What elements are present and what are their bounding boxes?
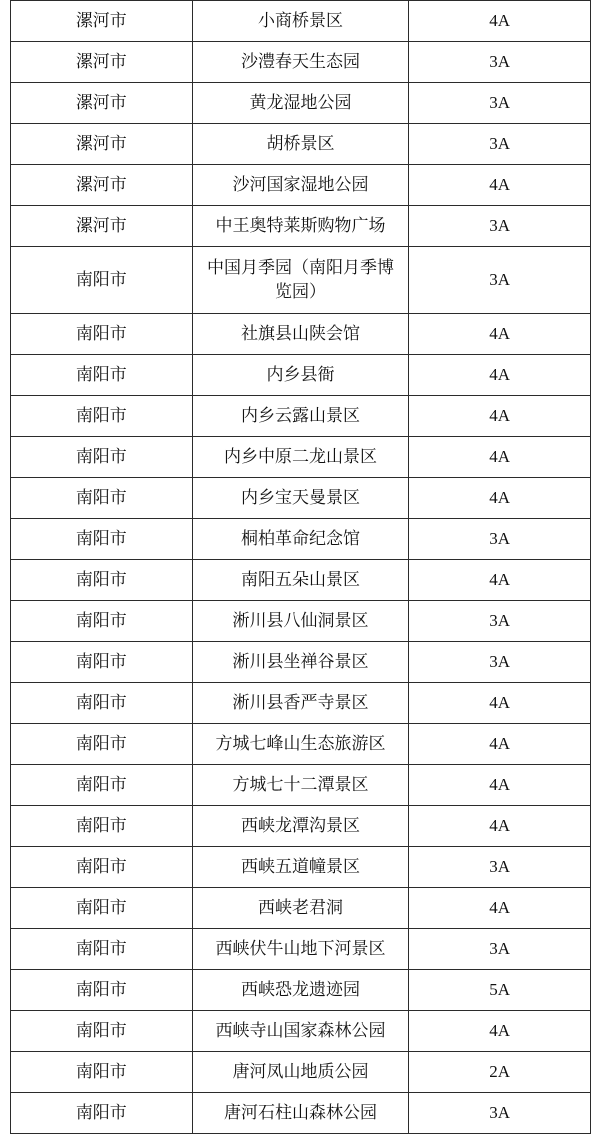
table-row bbox=[11, 847, 591, 888]
table-row bbox=[11, 1, 591, 42]
city-cell: 南阳市 bbox=[11, 765, 193, 806]
scenic-name-cell: 内乡云露山景区 bbox=[192, 396, 409, 437]
city-cell: 南阳市 bbox=[11, 642, 193, 683]
table-row bbox=[11, 642, 591, 683]
grade-cell: 4A bbox=[409, 437, 591, 478]
scenic-name-cell: 唐河石柱山森林公园 bbox=[192, 1093, 409, 1134]
city-cell: 南阳市 bbox=[11, 396, 193, 437]
scenic-name-cell: 内乡县衙 bbox=[192, 355, 409, 396]
scenic-name-cell: 小商桥景区 bbox=[192, 1, 409, 42]
city-cell: 南阳市 bbox=[11, 847, 193, 888]
scenic-name-cell: 南阳五朵山景区 bbox=[192, 560, 409, 601]
table-row bbox=[11, 124, 591, 165]
scenic-area-table-body bbox=[11, 1, 591, 1134]
scenic-name-cell: 淅川县八仙洞景区 bbox=[192, 601, 409, 642]
table-row bbox=[11, 560, 591, 601]
grade-cell: 4A bbox=[409, 1, 591, 42]
grade-cell: 3A bbox=[409, 247, 591, 314]
grade-cell: 4A bbox=[409, 396, 591, 437]
scenic-name-cell: 西峡寺山国家森林公园 bbox=[192, 1011, 409, 1052]
scenic-name-cell: 西峡伏牛山地下河景区 bbox=[192, 929, 409, 970]
scenic-name-cell: 西峡龙潭沟景区 bbox=[192, 806, 409, 847]
table-row bbox=[11, 396, 591, 437]
scenic-name-cell: 淅川县香严寺景区 bbox=[192, 683, 409, 724]
scenic-name-cell: 中王奥特莱斯购物广场 bbox=[192, 206, 409, 247]
grade-cell: 4A bbox=[409, 724, 591, 765]
city-cell: 漯河市 bbox=[11, 1, 193, 42]
scenic-area-table bbox=[10, 0, 591, 1134]
city-cell: 南阳市 bbox=[11, 970, 193, 1011]
scenic-name-cell: 社旗县山陕会馆 bbox=[192, 314, 409, 355]
city-cell: 南阳市 bbox=[11, 1093, 193, 1134]
table-row bbox=[11, 83, 591, 124]
scenic-name-cell: 黄龙湿地公园 bbox=[192, 83, 409, 124]
grade-cell: 2A bbox=[409, 1052, 591, 1093]
city-cell: 漯河市 bbox=[11, 124, 193, 165]
grade-cell: 4A bbox=[409, 478, 591, 519]
table-row bbox=[11, 437, 591, 478]
city-cell: 南阳市 bbox=[11, 806, 193, 847]
city-cell: 南阳市 bbox=[11, 1011, 193, 1052]
grade-cell: 4A bbox=[409, 165, 591, 206]
grade-cell: 4A bbox=[409, 355, 591, 396]
city-cell: 南阳市 bbox=[11, 724, 193, 765]
city-cell: 南阳市 bbox=[11, 601, 193, 642]
grade-cell: 4A bbox=[409, 683, 591, 724]
grade-cell: 3A bbox=[409, 601, 591, 642]
table-row bbox=[11, 806, 591, 847]
scenic-name-cell: 内乡宝天曼景区 bbox=[192, 478, 409, 519]
table-row bbox=[11, 888, 591, 929]
scenic-name-cell: 胡桥景区 bbox=[192, 124, 409, 165]
scenic-name-cell: 西峡恐龙遗迹园 bbox=[192, 970, 409, 1011]
city-cell: 南阳市 bbox=[11, 519, 193, 560]
table-row bbox=[11, 683, 591, 724]
grade-cell: 3A bbox=[409, 206, 591, 247]
grade-cell: 3A bbox=[409, 42, 591, 83]
city-cell: 南阳市 bbox=[11, 1052, 193, 1093]
table-row bbox=[11, 970, 591, 1011]
table-row bbox=[11, 206, 591, 247]
grade-cell: 3A bbox=[409, 929, 591, 970]
scenic-name-cell: 淅川县坐禅谷景区 bbox=[192, 642, 409, 683]
city-cell: 南阳市 bbox=[11, 355, 193, 396]
grade-cell: 4A bbox=[409, 314, 591, 355]
scenic-name-cell: 方城七十二潭景区 bbox=[192, 765, 409, 806]
scenic-name-cell: 桐柏革命纪念馆 bbox=[192, 519, 409, 560]
grade-cell: 3A bbox=[409, 124, 591, 165]
city-cell: 漯河市 bbox=[11, 165, 193, 206]
scenic-name-cell: 沙河国家湿地公园 bbox=[192, 165, 409, 206]
table-row bbox=[11, 601, 591, 642]
city-cell: 南阳市 bbox=[11, 478, 193, 519]
city-cell: 漯河市 bbox=[11, 83, 193, 124]
table-row bbox=[11, 247, 591, 314]
grade-cell: 4A bbox=[409, 765, 591, 806]
table-row bbox=[11, 165, 591, 206]
table-row bbox=[11, 1093, 591, 1134]
grade-cell: 3A bbox=[409, 1093, 591, 1134]
table-row bbox=[11, 355, 591, 396]
scenic-name-cell: 西峡老君洞 bbox=[192, 888, 409, 929]
city-cell: 南阳市 bbox=[11, 314, 193, 355]
scenic-name-cell: 唐河凤山地质公园 bbox=[192, 1052, 409, 1093]
city-cell: 南阳市 bbox=[11, 560, 193, 601]
grade-cell: 5A bbox=[409, 970, 591, 1011]
grade-cell: 4A bbox=[409, 1011, 591, 1052]
grade-cell: 4A bbox=[409, 806, 591, 847]
city-cell: 南阳市 bbox=[11, 683, 193, 724]
table-row bbox=[11, 314, 591, 355]
city-cell: 南阳市 bbox=[11, 437, 193, 478]
city-cell: 南阳市 bbox=[11, 247, 193, 314]
table-row bbox=[11, 929, 591, 970]
scenic-name-cell: 中国月季园（南阳月季博览园） bbox=[192, 247, 409, 314]
grade-cell: 3A bbox=[409, 642, 591, 683]
grade-cell: 3A bbox=[409, 83, 591, 124]
table-row bbox=[11, 42, 591, 83]
table-row bbox=[11, 1052, 591, 1093]
scenic-name-cell: 西峡五道幢景区 bbox=[192, 847, 409, 888]
grade-cell: 4A bbox=[409, 560, 591, 601]
table-row bbox=[11, 478, 591, 519]
city-cell: 漯河市 bbox=[11, 206, 193, 247]
table-row bbox=[11, 1011, 591, 1052]
table-row bbox=[11, 519, 591, 560]
city-cell: 南阳市 bbox=[11, 929, 193, 970]
grade-cell: 4A bbox=[409, 888, 591, 929]
grade-cell: 3A bbox=[409, 519, 591, 560]
scenic-name-cell: 方城七峰山生态旅游区 bbox=[192, 724, 409, 765]
table-row bbox=[11, 765, 591, 806]
grade-cell: 3A bbox=[409, 847, 591, 888]
table-row bbox=[11, 724, 591, 765]
city-cell: 南阳市 bbox=[11, 888, 193, 929]
scenic-name-cell: 内乡中原二龙山景区 bbox=[192, 437, 409, 478]
scenic-name-cell: 沙澧春天生态园 bbox=[192, 42, 409, 83]
city-cell: 漯河市 bbox=[11, 42, 193, 83]
